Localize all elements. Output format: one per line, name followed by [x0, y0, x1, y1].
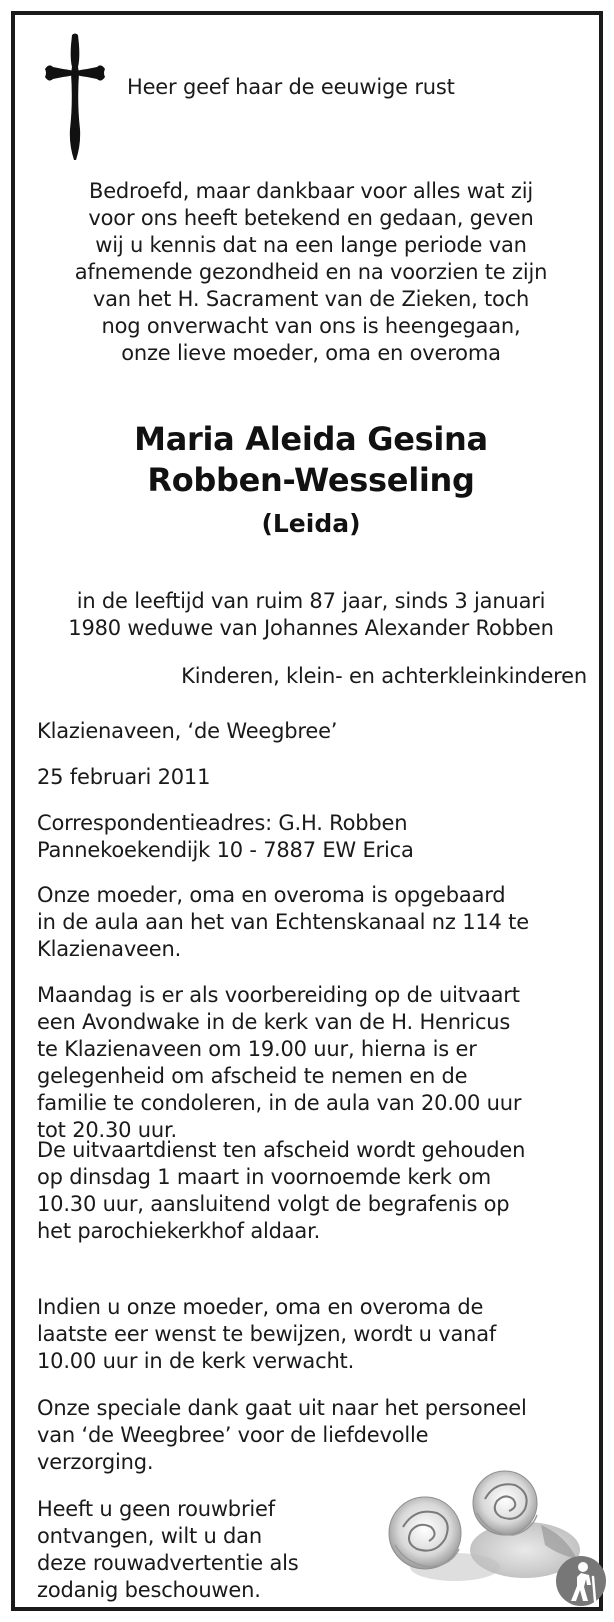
paragraph-no-letter — [37, 1496, 337, 1604]
paragraph-vigil — [37, 982, 582, 1144]
paragraph-line: een Avondwake in de kerk van de H. Henricus — [37, 1010, 511, 1034]
paragraph-laid-out — [37, 882, 582, 963]
walker-logo-icon — [555, 1555, 607, 1607]
paragraph-last-respects — [37, 1294, 582, 1375]
motto: Heer geef haar de eeuwige rust — [127, 75, 455, 99]
correspondence-line: Correspondentieadres: G.H. Robben — [37, 811, 408, 835]
paragraph-line: gelegenheid om afscheid te nemen en de — [37, 1064, 468, 1088]
deceased-name-last: Robben-Wesseling — [147, 461, 475, 499]
paragraph-funeral — [37, 1137, 582, 1245]
paragraph-line: in de aula aan het van Echtenskanaal nz 114 te — [37, 910, 529, 934]
paragraph-line: Maandag is er als voorbereiding op de uitvaart — [37, 983, 520, 1007]
correspondence-line: Pannekoekendijk 10 - 7887 EW Erica — [37, 838, 414, 862]
paragraph-line: 10.30 uur, aansluitend volgt de begrafenis op — [37, 1192, 510, 1216]
family-signature: Kinderen, klein- en achterkleinkinderen — [181, 664, 587, 688]
intro-line: Bedroefd, maar dankbaar voor alles wat zij — [89, 179, 533, 203]
paragraph-line: Onze moeder, oma en overoma is opgebaard — [37, 883, 506, 907]
paragraph-line: Klazienaveen. — [37, 937, 182, 961]
paragraph-line: deze rouwadvertentie als — [37, 1551, 299, 1575]
paragraph-line: het parochiekerkhof aldaar. — [37, 1219, 321, 1243]
paragraph-line: Onze speciale dank gaat uit naar het personeel — [37, 1396, 527, 1420]
paragraph-line: van ‘de Weegbree’ voor de liefdevolle — [37, 1423, 429, 1447]
paragraph-line: Heeft u geen rouwbrief — [37, 1497, 275, 1521]
paragraph-line: laatste eer wenst te bewijzen, wordt u vanaf — [37, 1322, 497, 1346]
paragraph-line: tot 20.30 uur. — [37, 1118, 177, 1142]
obituary-frame — [11, 11, 603, 1611]
roses-image — [345, 1455, 590, 1585]
intro-line: van het H. Sacrament van de Zieken, toch — [92, 287, 530, 311]
deceased-name-first: Maria Aleida Gesina — [134, 420, 488, 458]
date: 25 februari 2011 — [37, 765, 211, 789]
paragraph-line: De uitvaartdienst ten afscheid wordt gehouden — [37, 1138, 526, 1162]
paragraph-line: Indien u onze moeder, oma en overoma de — [37, 1295, 484, 1319]
paragraph-line: te Klazienaveen om 19.00 uur, hierna is er — [37, 1037, 477, 1061]
age-line: 1980 weduwe van Johannes Alexander Robben — [68, 616, 554, 640]
paragraph-line: op dinsdag 1 maart in voornoemde kerk om — [37, 1165, 492, 1189]
rose-left — [389, 1497, 461, 1569]
paragraph-line: 10.00 uur in de kerk verwacht. — [37, 1349, 355, 1373]
cross-icon — [43, 33, 107, 161]
place: Klazienaveen, ‘de Weegbree’ — [37, 719, 338, 743]
age-line: in de leeftijd van ruim 87 jaar, sinds 3 januari — [76, 589, 546, 613]
rose-right — [473, 1471, 537, 1535]
intro-line: nog onverwacht van ons is heengegaan, — [101, 314, 521, 338]
intro-text — [35, 178, 587, 367]
correspondence-address — [37, 810, 582, 864]
deceased-nickname: (Leida) — [261, 509, 361, 538]
paragraph-line: ontvangen, wilt u dan — [37, 1524, 262, 1548]
age-text — [35, 588, 587, 642]
paragraph-line: zodanig beschouwen. — [37, 1578, 261, 1602]
intro-line: wij u kennis dat na een lange periode van — [95, 233, 527, 257]
paragraph-line: verzorging. — [37, 1450, 154, 1474]
paragraph-line: familie te condoleren, in de aula van 20.00 uur — [37, 1091, 522, 1115]
intro-line: voor ons heeft betekend en gedaan, geven — [88, 206, 534, 230]
intro-line: afnemende gezondheid en na voorzien te zijn — [74, 260, 548, 284]
intro-line: onze lieve moeder, oma en overoma — [121, 341, 501, 365]
